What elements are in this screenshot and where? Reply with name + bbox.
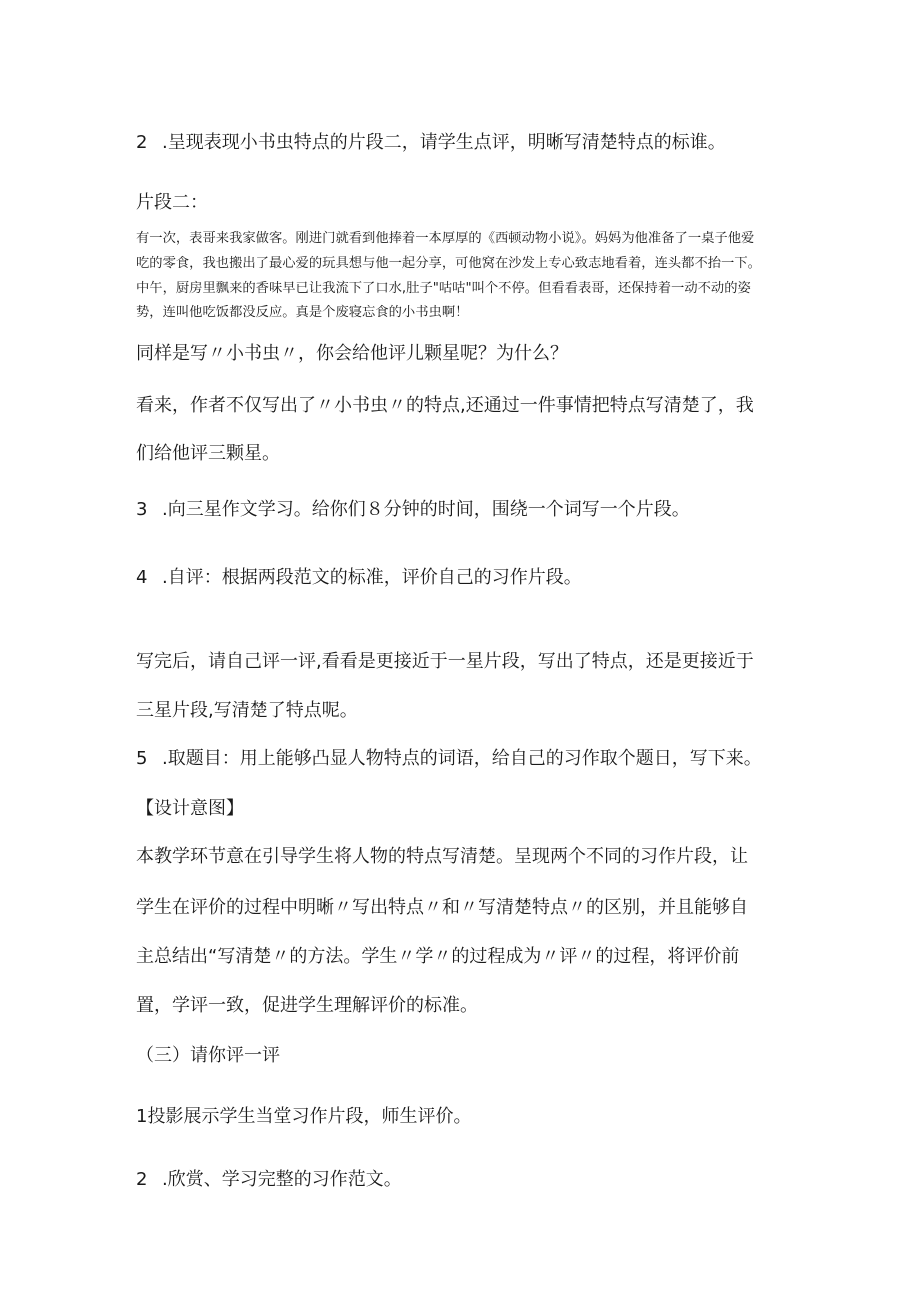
- fragment-line-4: 势，连叫他吃饭都没反应。真是个废寝忘食的小书虫啊！: [136, 305, 469, 320]
- item-text: .向三星作文学习。给你们８分钟的时间，围绕一个词写一个片段。: [162, 499, 690, 520]
- selfeval-line-1: 写完后，请自己评一评,看看是更接近于一星片段，写出了特点，还是更接近于: [136, 651, 754, 672]
- sub-item-2: [136, 1168, 402, 1192]
- item-number: 4: [136, 567, 148, 588]
- item-number: 2: [136, 1169, 148, 1190]
- item-text: .欣赏、学习完整的习作范文。: [162, 1169, 402, 1190]
- design-heading: 【设计意图】: [136, 798, 244, 819]
- item-number: 3: [136, 499, 148, 520]
- design-line-2: 学生在评价的过程中明晰〃写出特点〃和〃写清楚特点〃的区别，并且能够自: [136, 897, 748, 918]
- question-text: 同样是写〃小书虫〃，你会给他评儿颗星呢？为什么？: [136, 343, 568, 364]
- item-3: [136, 498, 690, 522]
- item-4: [136, 566, 582, 590]
- selfeval-line-2: 三星片段,写清楚了特点呢。: [136, 700, 358, 721]
- answer-line-1: 看来，作者不仅写出了〃小书虫〃的特点,还通过一件事情把特点写清楚了，我: [136, 395, 754, 416]
- design-line-1: 本教学环节意在引导学生将人物的特点写清楚。呈现两个不同的习作片段，让: [136, 846, 748, 867]
- item-number: 5: [136, 748, 148, 769]
- item-text: .自评：根据两段范文的标准，评价自己的习作片段。: [162, 567, 582, 588]
- design-line-3: 主总结出“写清楚〃的方法。学生〃学〃的过程成为〃评〃的过程，将评价前: [136, 946, 740, 967]
- item-5: [136, 747, 762, 771]
- fragment-line-1: 有一次，表哥来我家做客。刚进门就看到他捧着一本厚厚的《西顿动物小说》。妈妈为他准备了一桌子他爱: [136, 231, 755, 246]
- section-3-heading: （三）请你评一评: [136, 1045, 280, 1066]
- answer-line-2: 们给他评三颗星。: [136, 443, 280, 464]
- item-text: .呈现表现小书虫特点的片段二，请学生点评，明晰写清楚特点的标谁。: [162, 132, 726, 153]
- item-2: [136, 131, 726, 155]
- fragment-line-3: 中午，厨房里飘来的香味早已让我流下了口水,肚子"咕咕"叫个不停。但看看表哥，还保持着一动不动的姿: [136, 281, 751, 296]
- sub-item-1: 1投影展示学生当堂习作片段，师生评价。: [136, 1106, 472, 1127]
- item-number: 2: [136, 132, 148, 153]
- fragment-line-2: 吃的零食，我也搬出了最心爱的玩具想与他一起分享，可他窝在沙发上专心致志地看着，连头都不抬一下。: [136, 256, 761, 271]
- item-text: .取题目：用上能够凸显人物特点的词语，给自己的习作取个题日，写下来。: [162, 748, 762, 769]
- fragment-title: 片段二：: [136, 192, 208, 213]
- design-line-4: 置，学评一致，促进学生理解评价的标准。: [136, 995, 478, 1016]
